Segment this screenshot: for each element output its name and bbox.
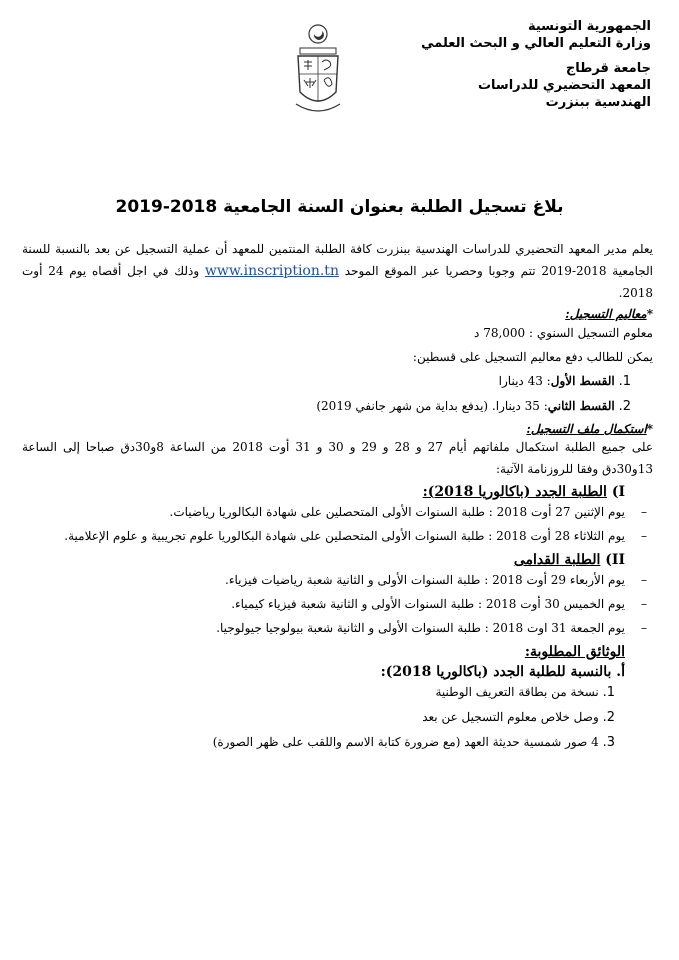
header-university: جامعة قرطاج [565,61,651,76]
list-item: – يوم الخميس 30 أوت 2018 : طلبة السنوات الأولى و الثانية شعبة فيزياء كيمياء. [231,597,647,611]
page-title: بلاغ تسجيل الطلبة بعنوان السنة الجامعية 2018-2019 [115,197,564,217]
list-item: – يوم الأربعاء 29 أوت 2018 : طلبة السنوات الأولى و الثانية شعبة رياضيات فيزياء. [225,573,647,587]
intro-deadline: وذلك في اجل أقصاه يوم 24 أوت 2018. [22,264,653,300]
list-item: – يوم الإثنين 27 أوت 2018 : طلبة السنوات الأولى المتحصلين على شهادة البكالوريا رياضيات. [169,505,647,519]
list-item: – يوم الثلاثاء 28 أوت 2018 : طلبة السنوات الأولى المتحصلين على شهادة البكالوريا علوم تجريبية و علوم الإعلامية. [64,529,647,543]
document-item-1: 1. نسخة من بطاقة التعريف الوطنية [435,685,615,700]
header-institute: المعهد التحضيري للدراسات [477,78,651,93]
inscription-link[interactable]: www.inscription.tn [204,263,339,279]
new-students-heading: I) الطلبة الجدد (باكالوريا 2018): [422,484,625,500]
fees-section-title: *معاليم التسجيل: [565,307,653,321]
document-item-3: 3. 4 صور شمسية حديثة العهد (مع ضرورة كتابة الاسم واللقب على ظهر الصورة) [212,735,615,750]
document-body [22,238,653,755]
fees-amount: معلوم التسجيل السنوي : 78,000 د [474,326,653,340]
completion-section-title: *استكمال ملف التسجيل: [526,422,653,436]
installments-intro: يمكن للطالب دفع معاليم التسجيل على قسطين: [412,350,653,364]
header-country: الجمهورية التونسية [527,19,651,34]
intro-paragraph [22,238,653,304]
intro-text: يعلم مدير المعهد التحضيري للدراسات الهندسية ببنزرت كافة الطلبة المنتمين للمعهد أن عملية التسجيل عن بعد بالنسبة للسنة الجامعية 2018-2019 تتم وجوبا وحصريا عبر الموقع الموحد [22,242,653,278]
old-students-heading: II) الطلبة القدامى [513,552,625,568]
list-item: – يوم الجمعة 31 اوت 2018 : طلبة السنوات الأولى و الثانية شعبة بيولوجيا جيولوجيا. [216,621,647,635]
documents-new-students-subheading: أ. بالنسبة للطلبة الجدد (باكالوريا 2018): [380,664,625,680]
header-institute-2: الهندسية ببنزرت [545,95,651,110]
installment-2: 2. القسط الثاني: 35 دينارا. (يدفع بداية من شهر جانفي 2019) [316,399,631,414]
coat-of-arms-icon [290,22,346,118]
header-ministry: وزارة التعليم العالي و البحث العلمي [421,36,651,51]
completion-text: على جميع الطلبة استكمال ملفاتهم أيام 27 و 28 و 29 و 30 و 31 أوت 2018 من الساعة 8و30دق صباحا إلى الساعة 13و30دق وفقا للروزنامة الآتية: [22,440,653,476]
institution-header [391,18,651,111]
installment-1: 1. القسط الأول: 43 دينارا [498,374,631,389]
documents-heading: الوثائق المطلوبة: [524,644,625,660]
document-item-2: 2. وصل خلاص معلوم التسجيل عن بعد [422,710,615,725]
